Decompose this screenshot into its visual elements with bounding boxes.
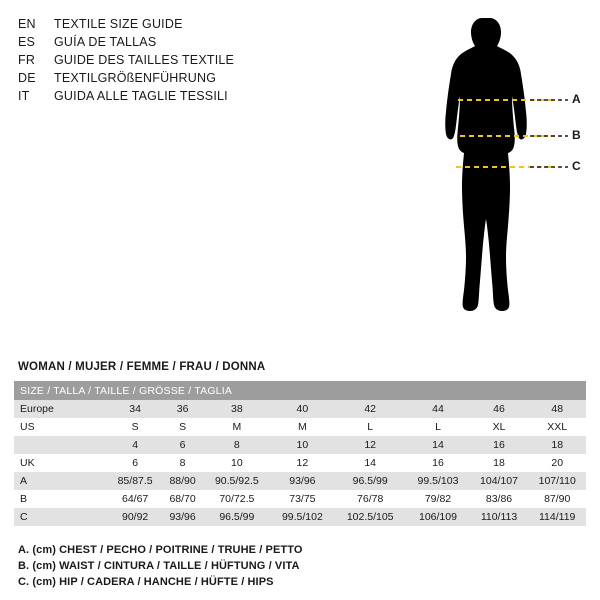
cell: 48	[528, 400, 586, 418]
row-label: C	[14, 508, 108, 526]
cell: 12	[334, 436, 406, 454]
cell: 42	[334, 400, 406, 418]
female-silhouette-figure	[420, 8, 590, 376]
cell: 20	[528, 454, 586, 472]
cell: 16	[406, 454, 469, 472]
cell: 106/109	[406, 508, 469, 526]
cell: 90.5/92.5	[203, 472, 271, 490]
cell: XL	[470, 418, 529, 436]
cell: 14	[406, 436, 469, 454]
cell: 6	[162, 436, 203, 454]
cell: 104/107	[470, 472, 529, 490]
language-code: FR	[18, 53, 36, 67]
table-row	[14, 472, 586, 490]
table-row	[14, 454, 586, 472]
cell: XXL	[528, 418, 586, 436]
table-row	[14, 508, 586, 526]
section-label-woman: WOMAN / MUJER / FEMME / FRAU / DONNA	[18, 361, 266, 373]
legend-item-b: B. (cm) WAIST / CINTURA / TAILLE / HÜFTUNG / VITA	[18, 560, 300, 572]
cell: 93/96	[271, 472, 334, 490]
cell: 40	[271, 400, 334, 418]
language-title: TEXTILGRÖßENFÜHRUNG	[54, 71, 217, 85]
language-row	[18, 34, 398, 51]
cell: 68/70	[162, 490, 203, 508]
measurement-legend	[18, 542, 578, 590]
cell: L	[406, 418, 469, 436]
cell: 36	[162, 400, 203, 418]
language-title: GUIDA ALLE TAGLIE TESSILI	[54, 89, 228, 103]
language-title: GUIDE DES TAILLES TEXTILE	[54, 53, 235, 67]
row-label	[14, 436, 108, 454]
language-title: TEXTILE SIZE GUIDE	[54, 17, 183, 31]
cell: 79/82	[406, 490, 469, 508]
cell: 73/75	[271, 490, 334, 508]
cell: 10	[271, 436, 334, 454]
language-row	[18, 16, 398, 33]
table-row	[14, 490, 586, 508]
cell: M	[271, 418, 334, 436]
cell: 83/86	[470, 490, 529, 508]
row-label: UK	[14, 454, 108, 472]
cell: 18	[470, 454, 529, 472]
cell: 16	[470, 436, 529, 454]
marker-label-b: B	[572, 128, 581, 142]
language-row	[18, 52, 398, 69]
language-code: IT	[18, 89, 30, 103]
cell: 93/96	[162, 508, 203, 526]
cell: L	[334, 418, 406, 436]
table-row	[14, 436, 586, 454]
row-label: Europe	[14, 400, 108, 418]
cell: M	[203, 418, 271, 436]
cell: 4	[108, 436, 162, 454]
marker-label-a: A	[572, 92, 581, 106]
cell: 96.5/99	[203, 508, 271, 526]
cell: 6	[108, 454, 162, 472]
cell: 99.5/102	[271, 508, 334, 526]
cell: 46	[470, 400, 529, 418]
cell: 96.5/99	[334, 472, 406, 490]
language-header-block	[18, 16, 398, 106]
table-row	[14, 400, 586, 418]
cell: 34	[108, 400, 162, 418]
cell: 44	[406, 400, 469, 418]
language-code: ES	[18, 35, 36, 49]
table-header-row	[14, 381, 586, 400]
silhouette-body-icon	[445, 18, 527, 311]
cell: 8	[162, 454, 203, 472]
cell: 107/110	[528, 472, 586, 490]
cell: 12	[271, 454, 334, 472]
table-header-label: SIZE / TALLA / TAILLE / GRÖSSE / TAGLIA	[14, 381, 586, 400]
size-table	[14, 381, 586, 526]
language-title: GUÍA DE TALLAS	[54, 35, 157, 49]
cell: 99.5/103	[406, 472, 469, 490]
legend-item-a: A. (cm) CHEST / PECHO / POITRINE / TRUHE / PETTO	[18, 544, 303, 556]
cell: 114/119	[528, 508, 586, 526]
cell: 102.5/105	[334, 508, 406, 526]
row-label: B	[14, 490, 108, 508]
cell: 70/72.5	[203, 490, 271, 508]
language-row	[18, 88, 398, 105]
cell: 76/78	[334, 490, 406, 508]
cell: 110/113	[470, 508, 529, 526]
cell: 88/90	[162, 472, 203, 490]
language-row	[18, 70, 398, 87]
row-label: A	[14, 472, 108, 490]
marker-label-c: C	[572, 159, 581, 173]
cell: S	[108, 418, 162, 436]
cell: 10	[203, 454, 271, 472]
cell: 85/87.5	[108, 472, 162, 490]
cell: S	[162, 418, 203, 436]
cell: 8	[203, 436, 271, 454]
cell: 38	[203, 400, 271, 418]
language-code: EN	[18, 17, 36, 31]
cell: 18	[528, 436, 586, 454]
table-row	[14, 418, 586, 436]
marker-leader-lines	[530, 100, 568, 167]
cell: 64/67	[108, 490, 162, 508]
cell: 90/92	[108, 508, 162, 526]
cell: 14	[334, 454, 406, 472]
language-code: DE	[18, 71, 36, 85]
legend-item-c: C. (cm) HIP / CADERA / HANCHE / HÜFTE / HIPS	[18, 576, 274, 588]
cell: 87/90	[528, 490, 586, 508]
row-label: US	[14, 418, 108, 436]
